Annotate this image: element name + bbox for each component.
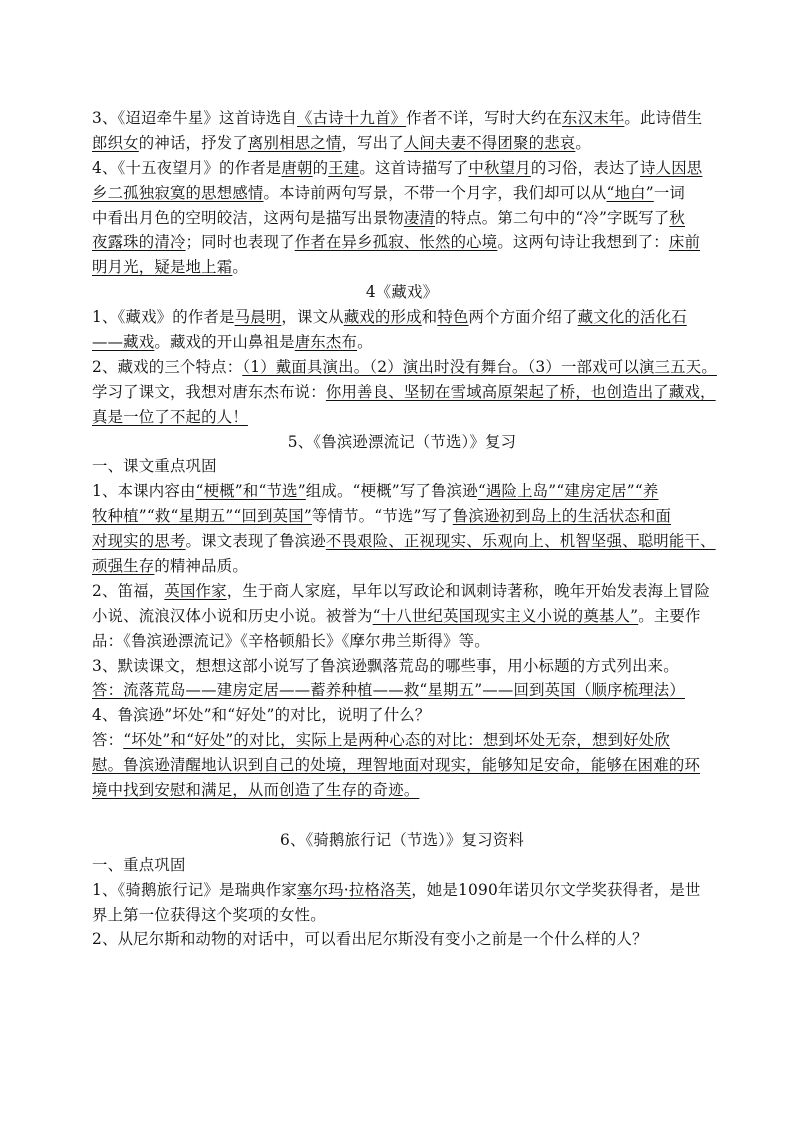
- text-run: 5、《鲁滨逊漂流记（节选）》复习: [287, 432, 517, 451]
- text-line: [92, 405, 712, 430]
- text-run: 。: [575, 133, 591, 152]
- text-run: ；同时也表现了: [185, 233, 295, 252]
- text-line: [92, 504, 712, 529]
- underlined-answer: 塞尔玛·拉格洛芙: [296, 880, 412, 899]
- text-run: 学习了课文，我想对唐东杰布说：: [92, 382, 326, 401]
- underlined-answer: “遇险上岛”“建房定居”“养: [477, 482, 659, 501]
- text-line: [92, 853, 712, 878]
- text-run: 等情节。“节选”写了: [311, 507, 453, 526]
- underlined-answer: 人间夫妻不得团聚的悲哀: [403, 133, 576, 152]
- underlined-answer: 床前: [668, 233, 701, 252]
- underlined-answer: 牧种植”“救“星期五”“回到英国”: [92, 507, 312, 526]
- text-run: 的特点。第二句中的“冷”字既写了: [435, 208, 670, 227]
- underlined-answer: 凄清: [403, 208, 436, 227]
- underlined-answer: 真是一位了不起的人！: [92, 407, 248, 426]
- underlined-answer: 鲁滨逊初到岛上的生活状态和面: [452, 507, 672, 526]
- text-line: [92, 903, 712, 928]
- text-line: [92, 305, 712, 330]
- underlined-answer: 中秋望月: [468, 158, 531, 177]
- text-line: [92, 778, 712, 803]
- text-line: [92, 106, 712, 131]
- underlined-answer: ——藏戏: [92, 333, 155, 352]
- text-line: [92, 380, 716, 405]
- text-run: 的神话，抒发了: [138, 133, 248, 152]
- text-run: 4、鲁滨逊”坏处”和“好处”的对比，说明了什么？: [92, 706, 431, 725]
- underlined-answer: 东汉末年: [562, 109, 625, 127]
- underlined-answer: 唐朝: [281, 158, 313, 177]
- underlined-answer: 顽强生存: [92, 557, 155, 576]
- text-run: 。: [232, 258, 248, 277]
- underlined-answer: 藏文化的活化石: [577, 308, 687, 327]
- text-run: 3、默读课文，想想这部小说写了鲁滨逊飘落荒岛的哪些事，用小标题的方式列出来。: [92, 656, 679, 675]
- text-run: ，课文从: [281, 308, 344, 327]
- text-line: [92, 131, 712, 156]
- underlined-answer: 境中找到安慰和满足，从而创造了生存的奇迹。: [92, 781, 420, 800]
- underlined-answer: 夜露珠的清冷: [92, 233, 186, 252]
- text-run: 品：《鲁滨逊漂流记》《辛格顿船长》《摩尔弗兰斯得》等。: [92, 631, 490, 650]
- underlined-answer: 王建: [328, 158, 360, 177]
- text-line: [92, 529, 716, 554]
- text-line: [92, 753, 712, 778]
- underlined-answer: 马晨明: [234, 308, 282, 327]
- underlined-answer: 不畏艰险、正视现实、乐观向上、机智坚强、聪明能干、: [325, 532, 716, 551]
- text-line: [92, 156, 712, 181]
- underlined-answer: 乡二孤独寂寞的思想感情: [92, 183, 264, 202]
- text-run: 和: [421, 308, 438, 327]
- underlined-answer: 秋: [669, 208, 686, 227]
- text-run: 。本诗前两句写景，不带一个月字，我们却可以从: [263, 183, 607, 202]
- text-run: 的习俗，表达了: [530, 158, 641, 177]
- underlined-answer: 对现实的思考: [92, 532, 186, 551]
- underlined-answer: 英国作家: [164, 581, 227, 600]
- text-run: 的精神品质。: [154, 557, 248, 576]
- text-line: [92, 479, 712, 504]
- text-line: [92, 554, 712, 579]
- text-line: [92, 878, 712, 903]
- underlined-answer: 特色: [437, 308, 469, 327]
- underlined-answer: 明月光，疑是地上霜: [92, 258, 233, 277]
- text-run: 1、本课内容由: [92, 482, 196, 501]
- text-run: 。主要作: [638, 606, 701, 625]
- underlined-answer: 离别相思之情: [247, 133, 342, 152]
- text-run: 小说、流浪汉体小说和历史小说。被誉为: [92, 606, 373, 625]
- underlined-answer: 你用善良、坚韧在雪域高原架起了桥，也创造出了藏戏，: [325, 382, 716, 401]
- text-line: [92, 230, 712, 255]
- text-line: [92, 703, 712, 728]
- text-line: [92, 330, 712, 355]
- underlined-answer: 藏戏的形成: [343, 308, 422, 327]
- text-run: 。这两句诗让我想到了：: [497, 233, 669, 252]
- text-run: 3、《迢迢牵牛星》这首诗选自: [92, 109, 297, 127]
- text-run: ，写出了: [341, 133, 404, 152]
- text-run: 。课文表现了鲁滨逊: [185, 532, 326, 551]
- blank-line: [92, 803, 712, 828]
- underlined-answer: 慰。鲁滨逊清醒地认识到自己的处境，理智地面对现实，能够知足安命，能够在困难的环: [92, 756, 701, 775]
- text-run: 。: [357, 333, 373, 352]
- text-line: [92, 678, 712, 703]
- text-run: ，生于商人家庭，早年以写政论和讽刺诗著称，晚年开始发表海上冒险: [226, 581, 711, 600]
- underlined-answer: 《古诗十九首》: [296, 109, 407, 127]
- text-run: 一、重点巩固: [92, 855, 186, 874]
- text-run: 6、《骑鹅旅行记（节选）》复习资料: [279, 830, 525, 849]
- text-run: 2、藏戏的三个特点：: [92, 357, 243, 376]
- text-run: 一词: [653, 183, 686, 202]
- text-run: 2、笛福，: [92, 581, 165, 600]
- text-run: 4、《十五夜望月》的作者是: [92, 158, 282, 177]
- underlined-answer: “地白”: [606, 183, 654, 202]
- section-heading: [92, 828, 712, 853]
- underlined-answer: 郎织女: [92, 133, 139, 152]
- text-line: [92, 654, 712, 679]
- text-line: [92, 454, 712, 479]
- underlined-answer: （1）戴面具演出。（2）演出时没有舞台。（3）一部戏可以演三五天。: [242, 357, 717, 376]
- text-run: 。这首诗描写了: [359, 158, 469, 177]
- text-line: [92, 927, 712, 952]
- text-line: [92, 206, 712, 231]
- section-heading: [92, 280, 712, 305]
- text-line: [92, 181, 712, 206]
- section-heading: [92, 430, 712, 455]
- text-run: 组成。“梗概”写了鲁滨逊: [305, 482, 478, 501]
- underlined-answer: “坏处”和“好处”的对比，实际上是两种心态的对比：想到坏处无奈，想到好处欣: [123, 731, 670, 750]
- underlined-answer: “十八世纪英国现实主义小说的奠基人”: [372, 606, 639, 625]
- text-line: [92, 355, 717, 380]
- document-page: [92, 106, 717, 952]
- text-run: 两个方面介绍了: [468, 308, 578, 327]
- text-run: 界上第一位获得这个奖项的女性。: [92, 905, 326, 924]
- text-run: 1、《骑鹅旅行记》是瑞典作家: [92, 880, 297, 899]
- text-run: 1、《藏戏》的作者是: [92, 308, 235, 327]
- text-run: 一、课文重点巩固: [92, 457, 217, 476]
- text-line: [92, 604, 712, 629]
- underlined-answer: 作者在异乡孤寂、怅然的心境: [294, 233, 498, 252]
- underlined-answer: 诗人因思: [640, 158, 703, 177]
- text-line: [92, 579, 712, 604]
- text-line: [92, 629, 712, 654]
- text-line: [92, 728, 712, 753]
- underlined-answer: 答：流落荒岛——建房定居——蓄养种植——救“星期五”——回到英国（顺序梳理法）: [92, 681, 685, 700]
- text-run: 。此诗借生: [624, 109, 703, 127]
- text-run: 2、从尼尔斯和动物的对话中，可以看出尼尔斯没有变小之前是一个什么样的人？: [92, 930, 648, 949]
- text-run: ，她是1090年诺贝尔文学奖获得者，是世: [411, 880, 701, 899]
- text-run: 4《藏戏》: [365, 283, 439, 302]
- underlined-answer: 唐东杰布: [294, 333, 358, 352]
- underlined-answer: “梗概”和“节选”: [195, 482, 306, 501]
- text-run: 中看出月色的空明皎洁，这两句是描写出景物: [92, 208, 404, 227]
- text-run: 作者不详，写时大约在: [406, 109, 563, 127]
- text-run: 。藏戏的开山鼻祖是: [154, 333, 295, 352]
- text-run: 的: [312, 158, 329, 177]
- text-run: 答：: [92, 731, 124, 750]
- text-line: [92, 255, 712, 280]
